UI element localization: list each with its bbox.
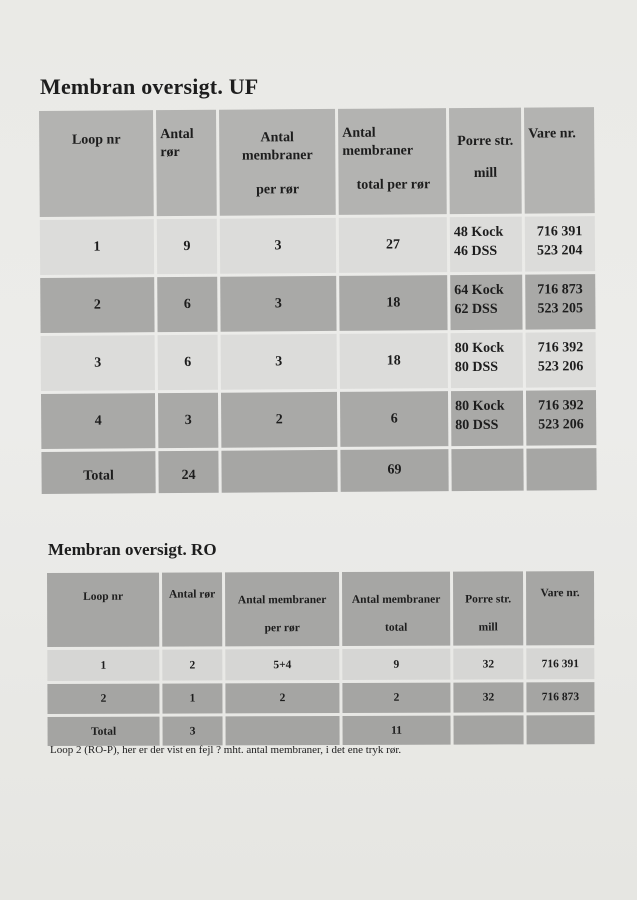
uf-total-membraner: 69: [340, 449, 448, 492]
uf-total-cell: 27: [339, 217, 447, 273]
ro-section-title: Membran oversigt. RO: [48, 540, 217, 559]
uf-header-vare-nr: Vare nr.: [524, 107, 595, 213]
ro-per-ror-cell: 2: [225, 683, 339, 713]
ro-total-cell: 2: [342, 683, 450, 713]
uf-header-membraner-total: Antal membraner total per rør: [338, 108, 447, 215]
ro-total-empty: [454, 715, 524, 744]
ro-total-label: Total: [48, 717, 160, 746]
table-row: [47, 648, 594, 681]
uf-porre-cell: 48 Kock 46 DSS: [450, 217, 522, 273]
uf-antal-ror-cell: 3: [158, 393, 218, 448]
uf-antal-ror-cell: 9: [157, 219, 217, 274]
uf-loop-cell: 4: [41, 393, 155, 449]
uf-header-porre-str: Porre str. mill: [449, 108, 522, 215]
uf-total-antal-ror: 24: [158, 451, 218, 493]
uf-loop-cell: 1: [40, 219, 154, 275]
uf-vare-cell: 716 392 523 206: [526, 332, 596, 387]
uf-loop-cell: 3: [41, 335, 155, 391]
uf-total-empty: [526, 448, 596, 490]
ro-antal-ror-cell: 2: [162, 649, 222, 680]
uf-total-row: [41, 448, 596, 494]
uf-total-label: Total: [41, 451, 155, 494]
table-row: [40, 216, 595, 275]
ro-total-empty: [527, 715, 595, 744]
uf-per-ror-cell: 2: [221, 392, 337, 448]
ro-total-cell: 9: [342, 649, 450, 680]
uf-vare-cell: 716 873 523 205: [525, 274, 595, 329]
uf-total-empty: [451, 449, 523, 492]
ro-total-antal-ror: 3: [163, 716, 223, 745]
uf-total-cell: 18: [339, 275, 447, 331]
uf-header-loop-nr: Loop nr: [39, 110, 154, 217]
ro-total-row: [48, 715, 595, 746]
uf-header-membraner-per-ror: Antal membraner per rør: [219, 109, 336, 216]
ro-vare-cell: 716 873: [526, 682, 594, 712]
uf-vare-cell: 716 392 523 206: [526, 390, 596, 445]
ro-per-ror-cell: 5+4: [225, 649, 339, 680]
ro-header-vare: Vare nr.: [526, 571, 594, 645]
table-row: [41, 390, 596, 449]
table-row: [47, 682, 594, 714]
ro-porre-cell: 32: [453, 682, 523, 712]
ro-loop-cell: 2: [47, 684, 159, 714]
ro-header-antal-ror: Antal rør: [162, 572, 222, 646]
uf-antal-ror-cell: 6: [157, 277, 217, 332]
ro-loop-cell: 1: [47, 650, 159, 681]
ro-header-row: [47, 571, 594, 647]
uf-total-cell: 6: [340, 391, 448, 447]
ro-antal-ror-cell: 1: [162, 683, 222, 713]
ro-porre-cell: 32: [453, 648, 523, 679]
ro-membrane-table: [44, 568, 598, 749]
ro-vare-cell: 716 391: [526, 648, 594, 679]
uf-porre-cell: 80 Kock 80 DSS: [451, 333, 523, 389]
uf-porre-cell: 80 Kock 80 DSS: [451, 391, 523, 447]
uf-per-ror-cell: 3: [220, 276, 336, 332]
ro-total-empty: [226, 716, 340, 745]
ro-header-total: Antal membraner total: [342, 572, 450, 646]
table-row: [40, 274, 595, 333]
table-row: [41, 332, 596, 391]
uf-header-row: [39, 107, 595, 217]
uf-per-ror-cell: 3: [221, 334, 337, 390]
uf-total-cell: 18: [340, 333, 448, 389]
uf-porre-cell: 64 Kock 62 DSS: [450, 275, 522, 331]
uf-header-antal-ror: Antal rør: [156, 110, 217, 216]
uf-total-empty: [221, 450, 337, 493]
uf-section-title: Membran oversigt. UF: [40, 74, 259, 99]
uf-antal-ror-cell: 6: [158, 335, 218, 390]
footnote: Loop 2 (RO-P), her er der vist en fejl ? mht. antal membraner, i det ene tryk rør.: [50, 744, 402, 756]
ro-header-loop-nr: Loop nr: [47, 573, 159, 647]
uf-per-ror-cell: 3: [220, 218, 336, 274]
uf-vare-cell: 716 391 523 204: [525, 216, 595, 271]
ro-total-membraner: 11: [343, 716, 451, 745]
uf-membrane-table: [36, 104, 600, 497]
ro-header-per-ror: Antal membraner per rør: [225, 572, 339, 646]
uf-loop-cell: 2: [40, 277, 154, 333]
ro-header-porre: Porre str. mill: [453, 571, 523, 645]
